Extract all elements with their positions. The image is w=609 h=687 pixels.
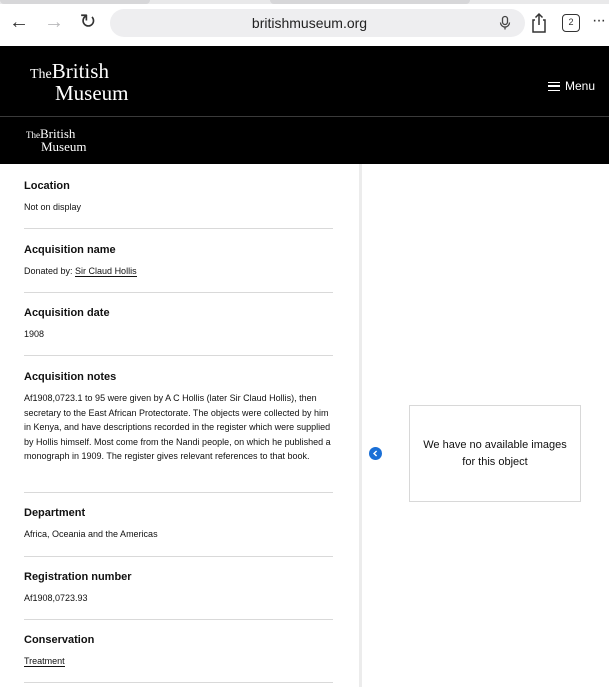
british-museum-logo-small[interactable] (26, 128, 87, 153)
donor-link[interactable]: Sir Claud Hollis (75, 266, 137, 276)
location-value: Not on display (24, 202, 82, 212)
collapse-panel-button[interactable] (369, 447, 382, 460)
acquisition-date-field (24, 307, 333, 342)
acquisition-date-value: 1908 (24, 329, 45, 339)
menu-label: Menu (564, 79, 595, 93)
acquisition-name-value (24, 264, 333, 279)
logo-small-british: British (40, 126, 76, 141)
divider (24, 619, 333, 620)
tab-count-icon[interactable]: 2 (562, 14, 580, 32)
tab-right[interactable] (270, 0, 470, 4)
registration-number-field (24, 571, 333, 606)
conservation-label: Conservation (24, 634, 95, 646)
microphone-icon[interactable] (497, 15, 513, 31)
logo-the: The (30, 67, 52, 82)
acquisition-name-field (24, 244, 333, 279)
logo-museum: Museum (55, 81, 129, 105)
logo-small-museum: Museum (41, 139, 87, 154)
donated-by-prefix: Donated by: (24, 266, 76, 276)
location-label: Location (24, 180, 70, 192)
sub-header (0, 117, 609, 164)
department-label: Department (24, 507, 86, 519)
forward-arrow-icon[interactable]: → (44, 11, 64, 33)
british-museum-logo[interactable] (30, 59, 129, 105)
no-image-line-2: for this object (462, 455, 528, 468)
acquisition-notes-value: Af1908,0723.1 to 95 were given by A C Hollis (later Sir Claud Hollis), then secretary to the East African Protectorate. The objects were collected by him in Kenya, and have descriptions recorded in the register which were supplied by Hollis himself. Most come from the Nandi people, on which he published a monograph in 1909. The register gives relevant references to that book. (24, 393, 331, 461)
divider (24, 492, 333, 493)
conservation-field (24, 634, 333, 669)
url-text: britishmuseum.org (251, 15, 368, 31)
more-options-icon[interactable]: ··· (592, 12, 605, 29)
divider (24, 292, 333, 293)
acquisition-notes-field (24, 371, 333, 464)
registration-number-value: Af1908,0723.93 (24, 593, 88, 603)
acquisition-notes-label: Acquisition notes (24, 371, 117, 383)
no-image-placeholder (409, 405, 581, 502)
tab-strip (0, 0, 609, 4)
share-icon[interactable] (529, 12, 549, 34)
chevron-left-icon (372, 450, 379, 457)
logo-british: British (51, 59, 109, 83)
treatment-link[interactable]: Treatment (24, 656, 65, 666)
back-arrow-icon[interactable]: ← (9, 11, 29, 33)
logo-small-the: The (26, 130, 40, 140)
divider (24, 355, 333, 356)
department-field (24, 507, 333, 542)
browser-toolbar (0, 0, 609, 46)
hamburger-icon (548, 82, 560, 91)
divider (24, 682, 333, 683)
location-field (24, 180, 333, 215)
acquisition-name-label: Acquisition name (24, 244, 116, 256)
tab-left[interactable] (0, 0, 150, 4)
conservation-value (24, 654, 333, 669)
department-value: Africa, Oceania and the Americas (24, 529, 158, 539)
site-header (0, 46, 609, 116)
address-bar[interactable] (110, 9, 525, 37)
no-image-line-1: We have no available images (423, 438, 567, 451)
divider (24, 556, 333, 557)
divider (24, 228, 333, 229)
reload-icon[interactable]: ↻ (79, 11, 97, 33)
menu-button[interactable] (548, 79, 595, 93)
registration-number-label: Registration number (24, 571, 132, 583)
acquisition-date-label: Acquisition date (24, 307, 110, 319)
